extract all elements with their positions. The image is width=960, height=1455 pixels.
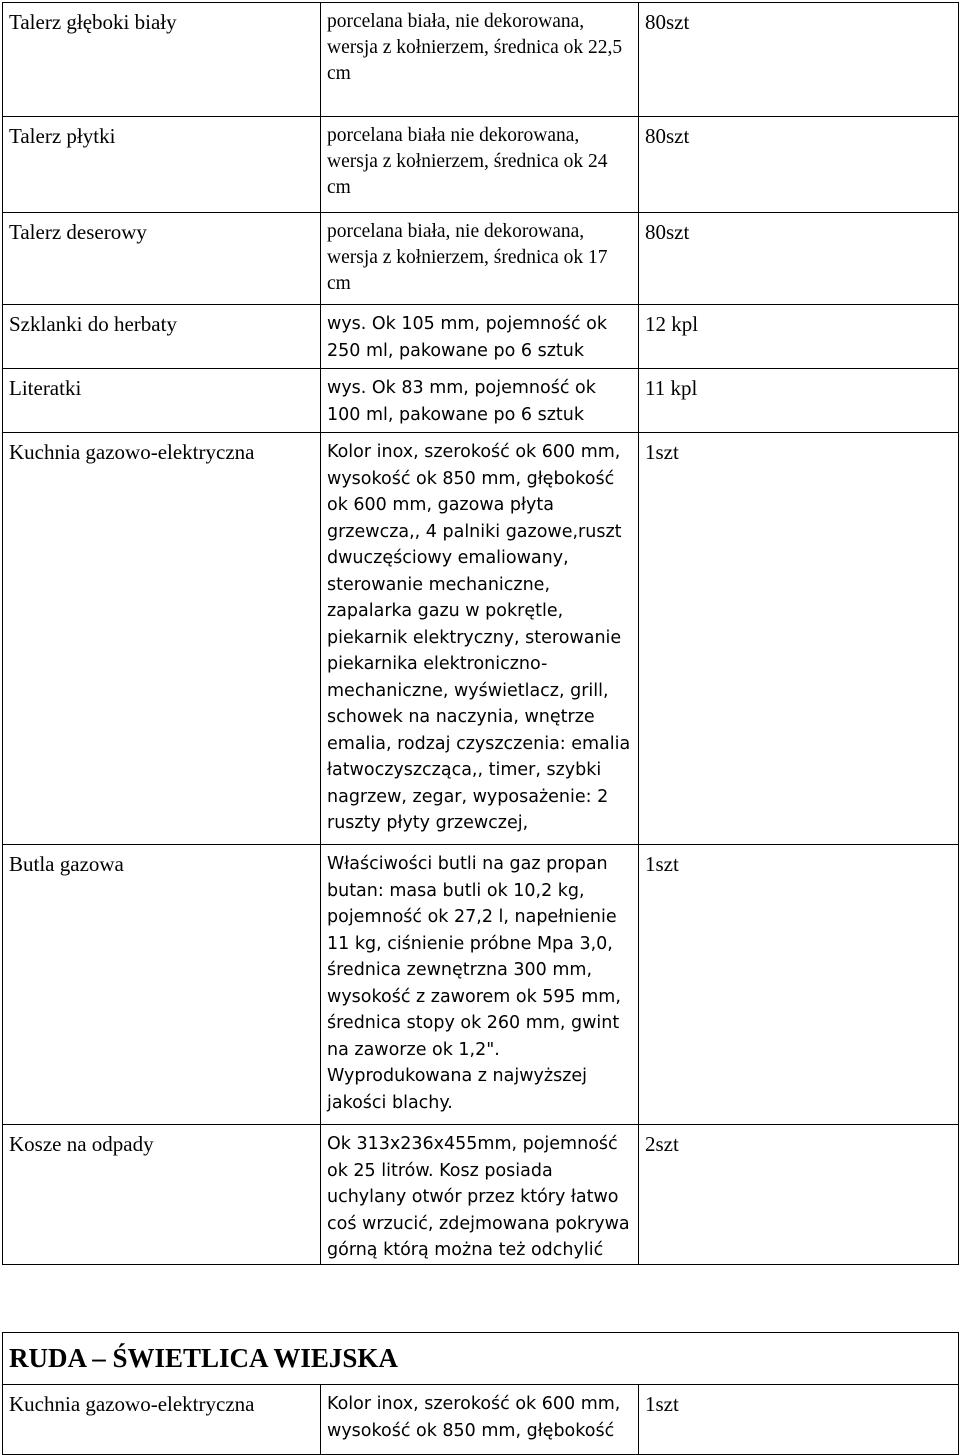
section-header-row [3, 1333, 959, 1385]
item-description: Kolor inox, szerokość ok 600 mm, wysokość ok 850 mm, głębokość [321, 1385, 639, 1455]
item-description: porcelana biała nie dekorowana, wersja z kołnierzem, średnica ok 24 cm [321, 117, 639, 213]
table-row [3, 213, 959, 305]
item-quantity: 1szt [639, 1385, 959, 1455]
item-quantity: 1szt [639, 845, 959, 1125]
item-name: Talerz płytki [3, 117, 321, 213]
item-description: Właściwości butli na gaz propan butan: masa butli ok 10,2 kg, pojemność ok 27,2 l, napełnienie 11 kg, ciśnienie próbne Mpa 3,0, średnica zewnętrzna 300 mm, wysokość z zaworem ok 595 mm, średnica stopy ok 260 mm, gwint na zaworze ok 1,2". Wyprodukowana z najwyższej jakości blachy. [321, 845, 639, 1125]
item-description: porcelana biała, nie dekorowana, wersja z kołnierzem, średnica ok 22,5 cm [321, 3, 639, 117]
item-description: wys. Ok 83 mm, pojemność ok 100 ml, pakowane po 6 sztuk [321, 369, 639, 433]
item-name: Talerz deserowy [3, 213, 321, 305]
item-name: Butla gazowa [3, 845, 321, 1125]
equipment-table [2, 2, 959, 1265]
item-name: Talerz głęboki biały [3, 3, 321, 117]
item-description: Kolor inox, szerokość ok 600 mm, wysokość ok 850 mm, głębokość ok 600 mm, gazowa płyta grzewcza,, 4 palniki gazowe,ruszt dwuczęściowy emaliowany, sterowanie mechaniczne, zapalarka gazu w pokrętle, piekarnik elektryczny, sterowanie piekarnika elektroniczno-mechaniczne, wyświetlacz, grill, schowek na naczynia, wnętrze emalia, rodzaj czyszczenia: emalia łatwoczyszcząca,, timer, szybki nagrzew, zegar, wyposażenie: 2 ruszty płyty grzewczej, [321, 433, 639, 845]
table-row [3, 3, 959, 117]
item-quantity: 12 kpl [639, 305, 959, 369]
table-row [3, 845, 959, 1125]
table-row [3, 433, 959, 845]
table-row [3, 1385, 959, 1455]
item-name: Literatki [3, 369, 321, 433]
item-quantity: 11 kpl [639, 369, 959, 433]
table-row [3, 305, 959, 369]
table-row [3, 1125, 959, 1265]
item-name: Kuchnia gazowo-elektryczna [3, 433, 321, 845]
item-quantity: 80szt [639, 3, 959, 117]
item-description: Ok 313x236x455mm, pojemność ok 25 litrów. Kosz posiada uchylany otwór przez który łatwo coś wrzucić, zdejmowana pokrywa górną którą można też odchylić [321, 1125, 639, 1265]
item-description: porcelana biała, nie dekorowana, wersja z kołnierzem, średnica ok 17 cm [321, 213, 639, 305]
section-table [2, 1332, 959, 1455]
item-name: Kosze na odpady [3, 1125, 321, 1265]
item-description: wys. Ok 105 mm, pojemność ok 250 ml, pakowane po 6 sztuk [321, 305, 639, 369]
item-quantity: 1szt [639, 433, 959, 845]
table-row [3, 117, 959, 213]
section-title: RUDA – ŚWIETLICA WIEJSKA [3, 1333, 959, 1385]
item-quantity: 2szt [639, 1125, 959, 1265]
item-quantity: 80szt [639, 213, 959, 305]
item-name: Kuchnia gazowo-elektryczna [3, 1385, 321, 1455]
item-name: Szklanki do herbaty [3, 305, 321, 369]
item-quantity: 80szt [639, 117, 959, 213]
table-row [3, 369, 959, 433]
